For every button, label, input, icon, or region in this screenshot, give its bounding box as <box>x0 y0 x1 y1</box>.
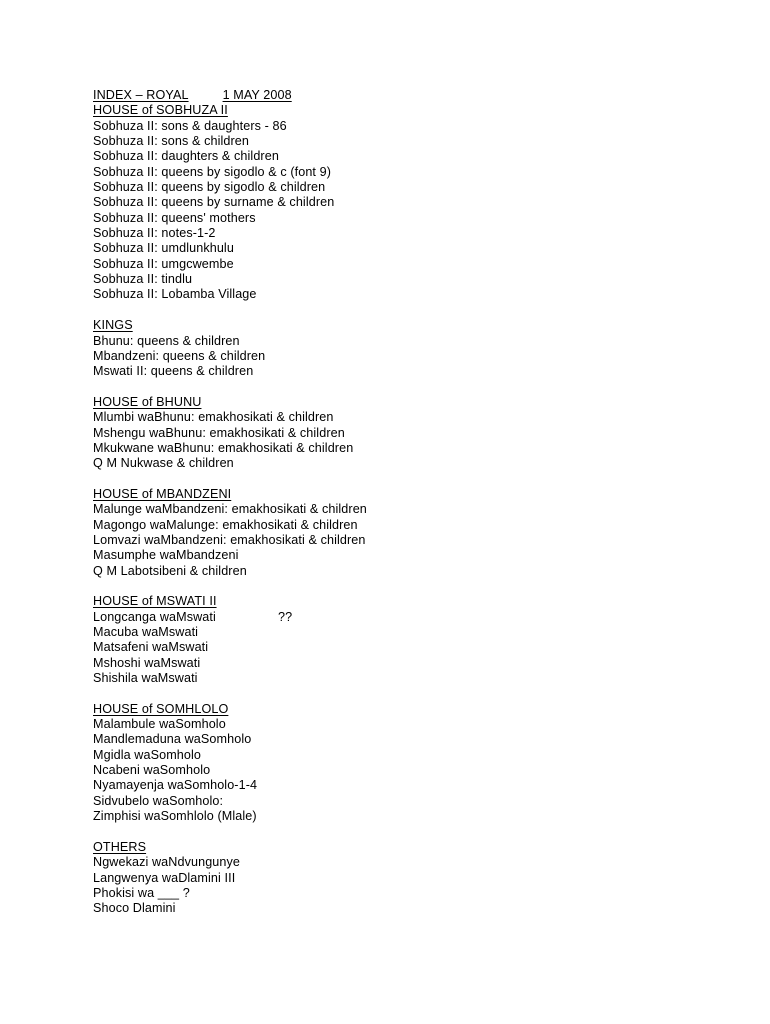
list-item: Sobhuza II: queens' mothers <box>93 210 256 225</box>
section-spacer <box>93 686 713 701</box>
list-item: Sobhuza II: tindlu <box>93 272 193 287</box>
list-item: Bhunu: queens & children <box>93 333 240 348</box>
list-item: Mandlemaduna waSomholo <box>93 732 252 747</box>
section-spacer <box>93 303 713 318</box>
index-title-label: INDEX – ROYAL <box>93 88 189 102</box>
section-spacer <box>93 380 713 395</box>
index-title <box>93 88 713 103</box>
list-item: Q M Labotsibeni & children <box>93 563 247 578</box>
list-item: Masumphe waMbandzeni <box>93 548 239 563</box>
index-date: 1 MAY 2008 <box>222 88 292 102</box>
list-item: Zimphisi waSomhlolo (Mlale) <box>93 809 257 824</box>
list-item: Matsafeni waMswati <box>93 640 209 655</box>
list-item: Sobhuza II: sons & daughters - 86 <box>93 118 287 133</box>
list-item: Sobhuza II: queens by sigodlo & c (font 9) <box>93 164 332 179</box>
list-item: Malambule waSomholo <box>93 717 226 732</box>
list-item: Mswati II: queens & children <box>93 364 254 379</box>
list-item: Sobhuza II: umdlunkhulu <box>93 241 234 256</box>
list-item: Mshengu waBhunu: emakhosikati & children <box>93 425 345 440</box>
section-heading-mbandzeni: HOUSE of MBANDZENI <box>93 486 232 501</box>
list-item: Sobhuza II: queens by sigodlo & children <box>93 180 326 195</box>
list-item: Mgidla waSomholo <box>93 747 202 762</box>
list-item: Sobhuza II: umgcwembe <box>93 256 234 271</box>
section-heading-mswati: HOUSE of MSWATI II <box>93 594 217 609</box>
list-item: Nyamayenja waSomholo-1-4 <box>93 778 258 793</box>
list-item: Ngwekazi waNdvungunye <box>93 855 241 870</box>
list-item: Malunge waMbandzeni: emakhosikati & children <box>93 502 367 517</box>
list-item: Ncabeni waSomholo <box>93 763 211 778</box>
list-item: Sobhuza II: sons & children <box>93 134 250 149</box>
list-item: Q M Nukwase & children <box>93 456 234 471</box>
list-item: Mkukwane waBhunu: emakhosikati & children <box>93 440 354 455</box>
section-heading-others: OTHERS <box>93 839 147 854</box>
section-spacer <box>93 579 713 594</box>
list-item: Mlumbi waBhunu: emakhosikati & children <box>93 410 334 425</box>
list-item <box>93 610 713 625</box>
list-item: Sidvubelo waSomholo: <box>93 793 224 808</box>
list-item: Phokisi wa ___ ? <box>93 885 190 900</box>
list-item: Shishila waMswati <box>93 671 198 686</box>
section-heading-kings: KINGS <box>93 318 133 333</box>
index-document <box>93 88 713 917</box>
section-spacer <box>93 825 713 840</box>
list-item: Mbandzeni: queens & children <box>93 348 266 363</box>
list-item: Langwenya waDlamini III <box>93 870 236 885</box>
section-heading-bhunu: HOUSE of BHUNU <box>93 394 202 409</box>
list-item: Mshoshi waMswati <box>93 655 201 670</box>
list-item: Sobhuza II: queens by surname & children <box>93 195 335 210</box>
section-spacer <box>93 472 713 487</box>
section-heading-somhlolo: HOUSE of SOMHLOLO <box>93 701 229 716</box>
list-item: Shoco Dlamini <box>93 901 176 916</box>
list-item: Macuba waMswati <box>93 625 199 640</box>
list-item-label: Longcanga waMswati <box>93 609 216 624</box>
query-note: ?? <box>278 609 293 624</box>
list-item: Lomvazi waMbandzeni: emakhosikati & children <box>93 532 366 547</box>
list-item: Sobhuza II: daughters & children <box>93 149 279 164</box>
list-item: Magongo waMalunge: emakhosikati & children <box>93 517 358 532</box>
list-item: Sobhuza II: Lobamba Village <box>93 287 257 302</box>
list-item: Sobhuza II: notes-1-2 <box>93 226 216 241</box>
section-heading-sobhuza: HOUSE of SOBHUZA II <box>93 103 228 118</box>
